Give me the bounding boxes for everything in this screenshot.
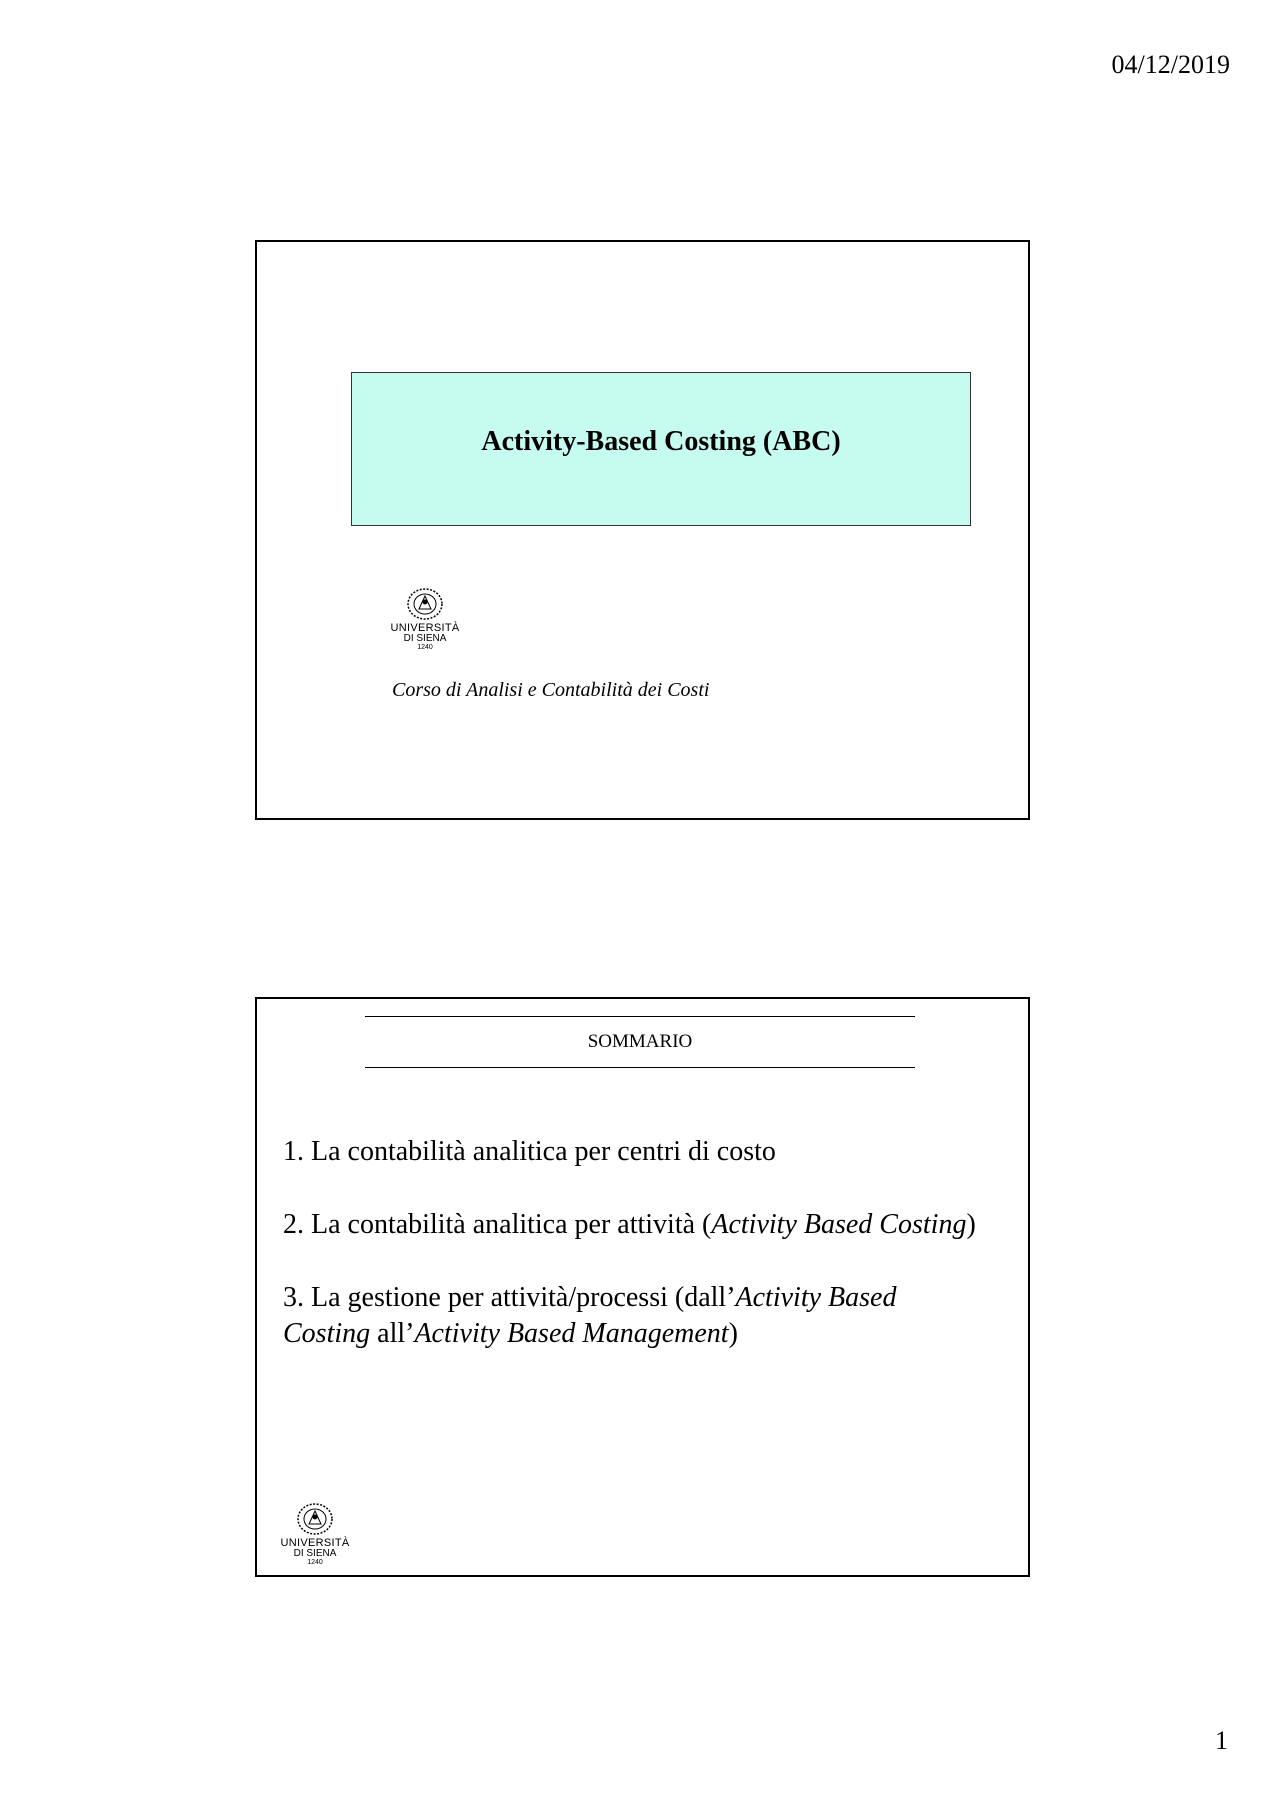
summary-item-text: 1. La contabilità analitica per centri di costo	[283, 1136, 776, 1167]
summary-heading: SOMMARIO	[587, 1031, 693, 1052]
summary-item-text: all’	[370, 1318, 415, 1349]
summary-item-text: )	[728, 1318, 738, 1349]
university-seal-icon	[405, 587, 445, 621]
summary-item-2	[283, 1207, 983, 1243]
logo-line-3: 1240	[307, 1559, 323, 1566]
title-box	[351, 372, 971, 526]
summary-item-1	[283, 1134, 983, 1170]
university-logo	[387, 587, 463, 652]
document-date: 04/12/2019	[1111, 50, 1230, 79]
logo-line-1: UNIVERSITÀ	[280, 1537, 350, 1549]
logo-line-2: DI SIENA	[403, 633, 447, 644]
heading-rule-bottom	[365, 1067, 915, 1068]
university-seal-icon	[295, 1502, 335, 1536]
logo-line-1: UNIVERSITÀ	[390, 622, 460, 634]
heading-rule-top	[365, 1016, 915, 1017]
page-number: 1	[1215, 1726, 1228, 1755]
summary-item-text: 2. La contabilità analitica per attività (	[283, 1209, 712, 1240]
summary-item-emphasis: Activity Based Costing	[283, 1282, 897, 1349]
summary-list	[283, 1134, 983, 1389]
logo-line-3: 1240	[417, 644, 433, 651]
slide-title	[255, 240, 1030, 820]
course-subtitle: Corso di Analisi e Contabilità dei Costi	[392, 679, 710, 701]
university-logo	[277, 1502, 353, 1567]
summary-item-emphasis: Activity Based Costing	[711, 1209, 967, 1240]
slide-summary	[255, 997, 1030, 1577]
summary-item-emphasis: Activity Based Management	[414, 1318, 729, 1349]
summary-item-text: )	[966, 1209, 976, 1240]
summary-item-text: 3. La gestione per attività/processi (dall’	[283, 1282, 736, 1313]
slide-title-text: Activity-Based Costing (ABC)	[481, 426, 841, 457]
logo-line-2: DI SIENA	[293, 1548, 337, 1559]
summary-item-3	[283, 1280, 983, 1352]
